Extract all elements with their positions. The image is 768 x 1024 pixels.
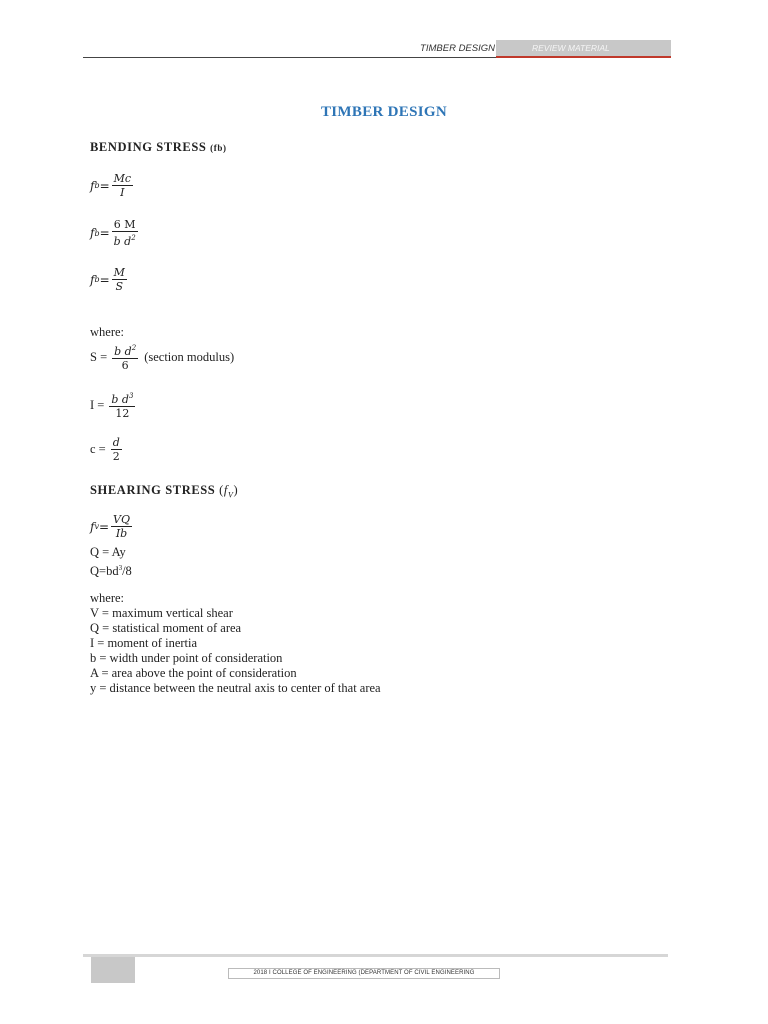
fraction: $\frac{d}{2}$ [112,436,120,463]
page-title: TIMBER DESIGN [320,104,447,120]
q-equation-2: $Q=bd^3/8$ [90,564,132,579]
definition-item: y = distance between the neutral axis to center of that area [90,681,381,695]
header-section-label: REVIEW MATERIAL [496,40,671,56]
fraction: $\frac{Mc}{I}$ [113,172,132,199]
where-label-bending: where: [90,325,125,339]
header-accent-rule [496,56,671,58]
bending-formula-3: f b = $\frac{M}{S}$ [90,266,125,293]
distance-c-definition: c = $\frac{d}{2}$ [90,436,120,463]
footer-rule [83,954,668,957]
fraction: $\frac{M}{S}$ [113,266,125,293]
fraction: $\frac{6 M}{b d^2}$ [113,218,136,248]
fraction: $\frac{b d^2}{6}$ [114,344,137,372]
definition-list [90,606,381,696]
q-equation-1: Q = Ay [90,545,126,559]
bending-formula-1: f b = $\frac{Mc}{I}$ [90,172,132,199]
bending-stress-heading [90,140,227,155]
footer-text: 2018 I COLLEGE OF ENGINEERING (DEPARTMENT OF CIVIL ENGINEERING [228,968,500,979]
bending-formula-2: f b = $\frac{6 M}{b d^2}$ [90,218,136,248]
bending-heading-text: BENDING STRESS [90,140,207,154]
section-modulus-definition: S = $\frac{b d^2}{6}$ (section modulus) [90,344,235,372]
definition-item: b = width under point of consideration [90,651,283,665]
footer-page-box [91,957,135,983]
moment-of-inertia-definition: I = $\frac{b d^3}{12}$ [90,392,134,420]
fraction: $\frac{b d^3}{12}$ [111,392,134,420]
definition-item: Q = statistical moment of area [90,621,242,635]
fraction: $\frac{VQ}{Ib}$ [113,513,131,540]
shearing-formula: f v = $\frac{VQ}{Ib}$ [90,513,131,540]
where-label-shearing: where: [90,591,125,605]
definition-item: I = moment of inertia [90,636,198,650]
definition-item: V = maximum vertical shear [90,606,233,620]
shearing-stress-heading: SHEARING STRESS $(f_V)$ [90,483,239,500]
shearing-heading-text: SHEARING STRESS [90,483,216,497]
header-document-title: TIMBER DESIGN [420,43,495,54]
definition-item: A = area above the point of consideration [90,666,297,680]
bending-symbol: (fb) [210,143,227,153]
